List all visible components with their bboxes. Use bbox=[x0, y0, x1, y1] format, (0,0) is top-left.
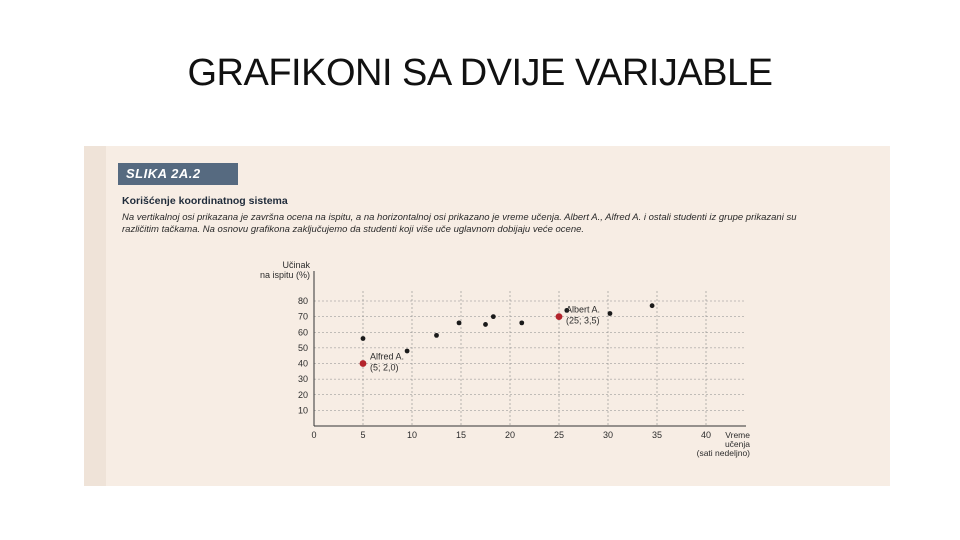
slide-title: GRAFIKONI SA DVIJE VARIJABLE bbox=[187, 52, 773, 94]
x-tick-label: 15 bbox=[455, 430, 467, 440]
x-tick-label: 5 bbox=[360, 430, 366, 440]
y-tick-label: 60 bbox=[297, 327, 308, 338]
data-point bbox=[405, 349, 410, 354]
y-tick-label: 40 bbox=[297, 358, 308, 369]
figure-label: SLIKA 2A.2 bbox=[118, 163, 238, 185]
highlighted-point bbox=[556, 313, 563, 320]
x-axis-label: Vreme bbox=[725, 430, 750, 440]
point-label: Alfred A. bbox=[370, 351, 405, 362]
highlighted-point bbox=[360, 360, 367, 367]
x-tick-label: 25 bbox=[553, 430, 565, 440]
figure-heading: Korišćenje koordinatnog sistema bbox=[122, 195, 288, 207]
data-point bbox=[434, 333, 439, 338]
point-label: (25; 3,5) bbox=[566, 315, 600, 326]
y-tick-label: 30 bbox=[297, 374, 308, 385]
data-point bbox=[483, 322, 488, 327]
figure-caption: Na vertikalnoj osi prikazana je završna ocena na ispitu, a na horizontalnoj osi prikazano je vreme učenja. Albert A., Alfred A. i ostali studenti iz grupe prikazani su različitim tačkama. Na osnovu grafikona zaključujemo da studenti koji više uče uglavnom dobijaju veće ocene. bbox=[122, 212, 797, 235]
x-axis-label: učenja bbox=[724, 439, 750, 449]
x-tick-label: 30 bbox=[602, 430, 614, 440]
data-point bbox=[519, 320, 524, 325]
y-tick-label: 70 bbox=[297, 311, 308, 322]
x-tick-label: 20 bbox=[504, 430, 516, 440]
x-tick-label: 0 bbox=[311, 430, 317, 440]
point-label: Albert A. bbox=[566, 304, 601, 315]
x-tick-label: 40 bbox=[700, 430, 712, 440]
y-tick-label: 80 bbox=[297, 296, 308, 306]
x-tick-label: 10 bbox=[406, 430, 418, 440]
data-point bbox=[491, 314, 496, 319]
x-tick-label: 35 bbox=[651, 430, 663, 440]
data-point bbox=[650, 303, 655, 308]
y-tick-label: 20 bbox=[297, 389, 308, 400]
data-point bbox=[361, 336, 366, 341]
scatter-chart bbox=[84, 146, 890, 486]
scanned-figure bbox=[84, 146, 890, 486]
data-point bbox=[608, 311, 613, 316]
data-point bbox=[457, 320, 462, 325]
x-axis-label: (sati nedeljno) bbox=[696, 448, 750, 458]
y-axis-label: Učinak bbox=[282, 260, 310, 270]
y-tick-label: 50 bbox=[297, 342, 308, 353]
y-axis-label: na ispitu (%) bbox=[259, 270, 310, 280]
y-tick-label: 10 bbox=[297, 405, 308, 416]
point-label: (5; 2,0) bbox=[370, 362, 399, 373]
